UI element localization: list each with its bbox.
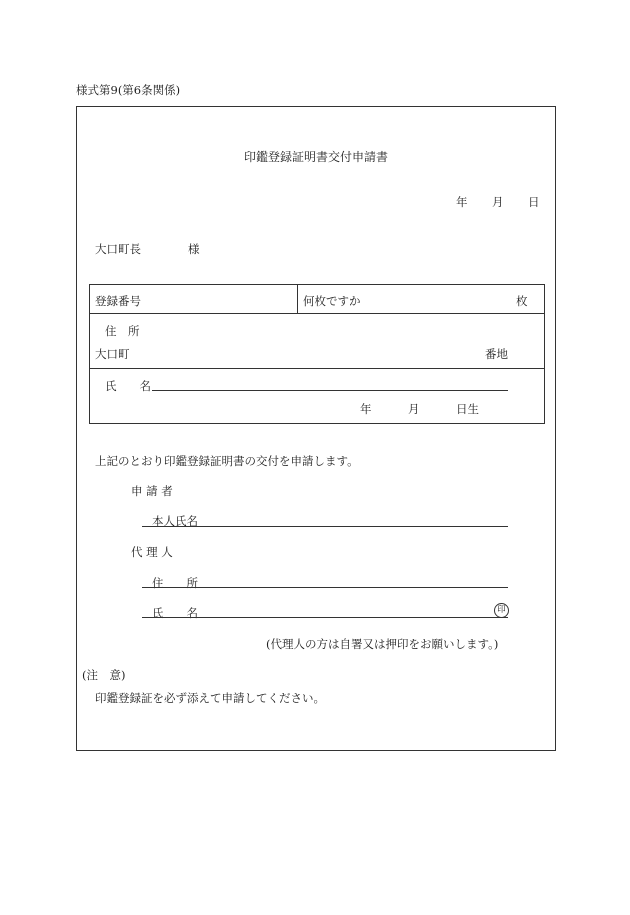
seal-icon: 印 bbox=[494, 603, 509, 618]
banchi-label: 番地 bbox=[485, 347, 508, 361]
table-divider-1 bbox=[89, 313, 544, 314]
notes-text: 印鑑登録証を必ず添えて申請してください。 bbox=[95, 691, 325, 705]
date-day-label: 日 bbox=[528, 195, 540, 209]
name-label: 氏 名 bbox=[105, 379, 151, 393]
name-underline bbox=[152, 390, 508, 391]
agent-name-label: 氏 名 bbox=[152, 606, 198, 620]
registration-number-label: 登録番号 bbox=[95, 294, 141, 308]
town-name: 大口町 bbox=[95, 347, 130, 361]
addressee-name: 大口町長 bbox=[95, 242, 141, 256]
applicant-name-label: 本人氏名 bbox=[152, 514, 198, 528]
form-number: 様式第9(第6条関係) bbox=[76, 83, 181, 97]
agent-address-underline bbox=[142, 587, 508, 588]
agent-heading: 代 理 人 bbox=[131, 545, 173, 559]
copies-label: 何枚ですか bbox=[303, 294, 361, 308]
agent-name-underline bbox=[142, 617, 508, 618]
notes-heading: (注 意) bbox=[82, 668, 126, 682]
table-divider-2 bbox=[89, 368, 544, 369]
applicant-name-underline bbox=[142, 526, 508, 527]
birth-month-label: 月 bbox=[408, 402, 420, 416]
addressee-honorific: 様 bbox=[188, 242, 200, 256]
table-vertical-divider bbox=[297, 284, 298, 313]
date-year-label: 年 bbox=[456, 195, 468, 209]
birth-day-label: 日生 bbox=[456, 402, 479, 416]
address-label: 住 所 bbox=[105, 324, 140, 338]
application-statement: 上記のとおり印鑑登録証明書の交付を申請します。 bbox=[95, 454, 359, 468]
date-month-label: 月 bbox=[492, 195, 504, 209]
agent-address-label: 住 所 bbox=[152, 576, 198, 590]
form-frame bbox=[76, 106, 556, 751]
birth-year-label: 年 bbox=[360, 402, 372, 416]
copies-unit: 枚 bbox=[516, 294, 528, 308]
agent-note: (代理人の方は自署又は押印をお願いします。) bbox=[266, 637, 499, 651]
form-title: 印鑑登録証明書交付申請書 bbox=[244, 150, 389, 164]
applicant-heading: 申 請 者 bbox=[131, 484, 173, 498]
